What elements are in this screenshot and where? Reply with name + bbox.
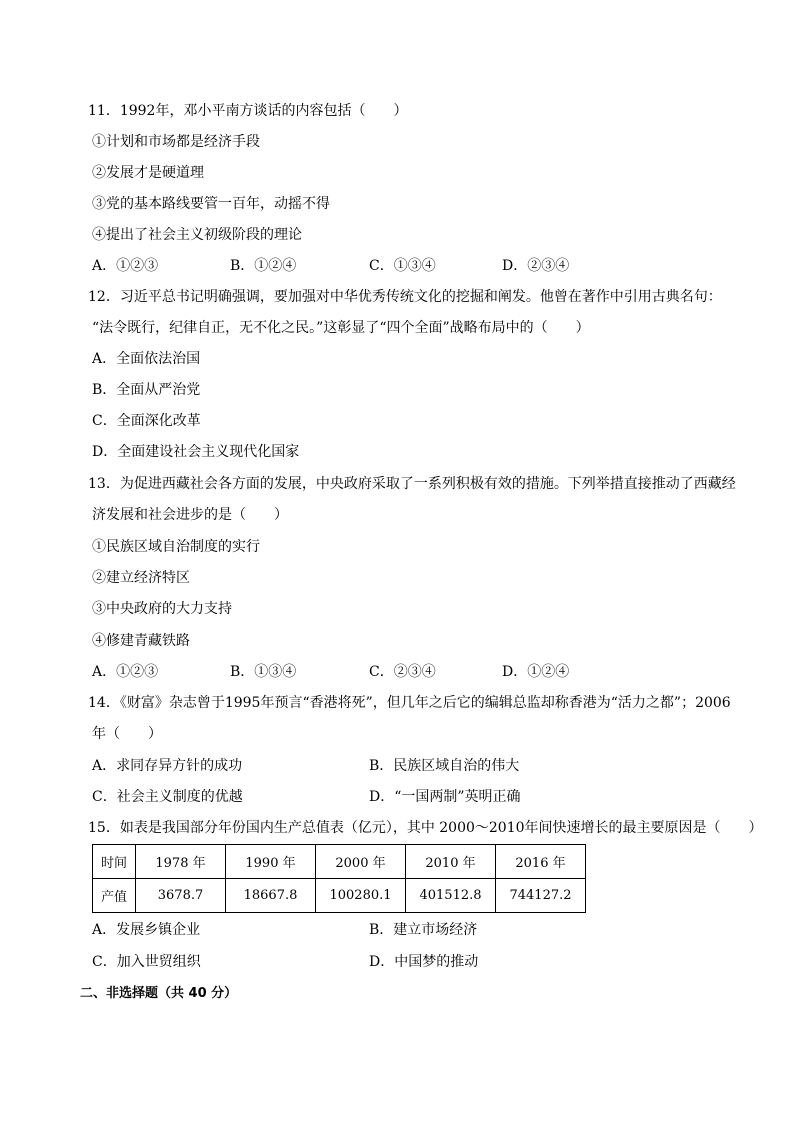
option-14-a: A．求同存异方针的成功 xyxy=(92,758,243,774)
question-13-stem-cont: 济发展和社会进步的是（ ） xyxy=(92,507,288,523)
option-11-a: A．①②③ xyxy=(92,258,159,274)
table-header-cell: 时间 xyxy=(93,845,136,879)
table-header-cell: 1978 年 xyxy=(136,845,226,879)
question-12-stem-cont: “法令既行，纪律自正，无不化之民。”这彰显了“四个全面”战略布局中的（ ） xyxy=(92,320,590,336)
statement-11-2: ②发展才是硬道理 xyxy=(92,165,204,181)
table-cell: 401512.8 xyxy=(406,879,496,913)
option-14-b: B．民族区域自治的伟大 xyxy=(369,758,520,774)
table-row xyxy=(93,879,586,913)
option-12-c: C．全面深化改革 xyxy=(92,413,201,429)
table-header-cell: 2010 年 xyxy=(406,845,496,879)
question-11-stem: 11．1992年，邓小平南方谈话的内容包括（ ） xyxy=(88,103,408,119)
option-15-d: D．中国梦的推动 xyxy=(369,954,479,970)
option-14-d: D．“一国两制”英明正确 xyxy=(369,789,521,805)
table-cell: 3678.7 xyxy=(136,879,226,913)
table-header-cell: 2016 年 xyxy=(496,845,586,879)
option-11-d: D．②③④ xyxy=(502,258,570,274)
table-header-cell: 1990 年 xyxy=(226,845,316,879)
statement-13-1: ①民族区域自治制度的实行 xyxy=(92,539,260,555)
option-15-b: B．建立市场经济 xyxy=(369,922,478,938)
question-14-stem: 14．《财富》杂志曾于1995年预言“香港将死”，但几年之后它的编辑总监却称香港为“活力之都”；2006 xyxy=(88,695,731,711)
table-cell: 产值 xyxy=(93,879,136,913)
statement-13-2: ②建立经济特区 xyxy=(92,570,190,586)
option-13-b: B．①③④ xyxy=(230,664,297,680)
option-11-c: C．①③④ xyxy=(369,258,436,274)
option-13-d: D．①②④ xyxy=(502,664,570,680)
statement-11-4: ④提出了社会主义初级阶段的理论 xyxy=(92,227,302,243)
option-14-c: C．社会主义制度的优越 xyxy=(92,789,243,805)
table-row xyxy=(93,845,586,879)
option-12-a: A．全面依法治国 xyxy=(92,351,201,367)
option-15-c: C．加入世贸组织 xyxy=(92,954,201,970)
statement-11-3: ③党的基本路线要管一百年，动摇不得 xyxy=(92,196,330,212)
question-15-stem: 15．如表是我国部分年份国内生产总值表（亿元），其中 2000～2010年间快速增长的最主要原因是（ ） xyxy=(88,820,763,836)
statement-11-1: ①计划和市场都是经济手段 xyxy=(92,134,260,150)
option-15-a: A．发展乡镇企业 xyxy=(92,922,201,938)
option-13-a: A．①②③ xyxy=(92,664,159,680)
table-header-cell: 2000 年 xyxy=(316,845,406,879)
table-cell: 18667.8 xyxy=(226,879,316,913)
gdp-table xyxy=(92,844,586,913)
question-12-stem: 12．习近平总书记明确强调，要加强对中华优秀传统文化的挖掘和阐发。他曾在著作中引用古典名句： xyxy=(88,289,722,305)
table-cell: 744127.2 xyxy=(496,879,586,913)
statement-13-4: ④修建青藏铁路 xyxy=(92,633,190,649)
question-14-stem-cont: 年（ ） xyxy=(92,726,162,742)
table-cell: 100280.1 xyxy=(316,879,406,913)
option-11-b: B．①②④ xyxy=(230,258,297,274)
option-12-b: B．全面从严治党 xyxy=(92,382,201,398)
option-12-d: D．全面建设社会主义现代化国家 xyxy=(92,444,300,460)
statement-13-3: ③中央政府的大力支持 xyxy=(92,601,232,617)
question-13-stem: 13．为促进西藏社会各方面的发展，中央政府采取了一系列积极有效的措施。下列举措直接推动了西藏经 xyxy=(88,476,736,492)
section-title: 二、非选择题（共 40 分） xyxy=(80,986,238,1001)
option-13-c: C．②③④ xyxy=(369,664,436,680)
